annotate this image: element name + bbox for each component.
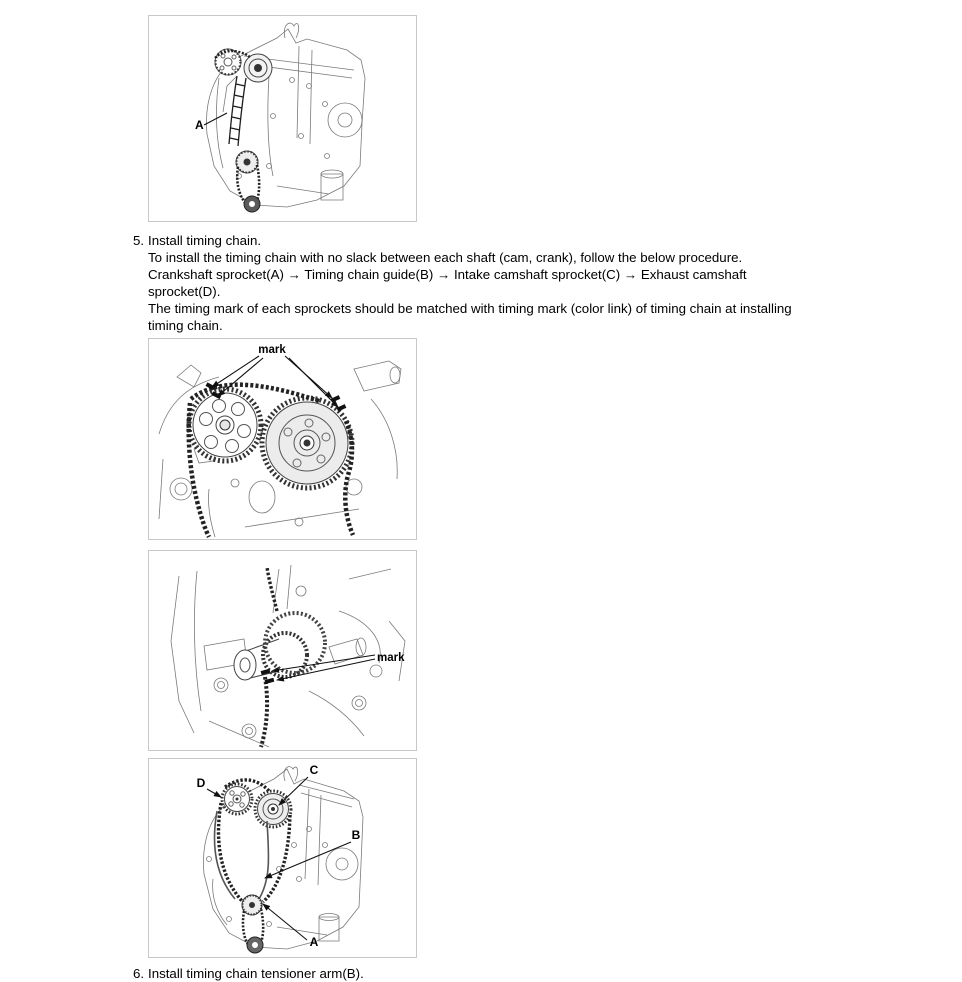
step-5-number: 5. — [133, 233, 145, 248]
step-6-number: 6. — [133, 966, 145, 981]
mark-arrow-2 — [218, 358, 263, 396]
figure-engine-chain-guide — [148, 15, 417, 222]
step-5-line-1: Install timing chain. — [148, 233, 262, 248]
crank-oil-pump-drive — [236, 151, 260, 212]
figure-cam-sprocket-marks — [148, 338, 417, 540]
label-a-text: A — [195, 118, 204, 132]
timing-chain-guide — [229, 76, 246, 146]
label-c-text: C — [309, 763, 319, 777]
label-a — [195, 113, 227, 132]
label-b-text: B — [351, 828, 361, 842]
label-b-leader — [265, 842, 351, 878]
label-mark-text: mark — [258, 344, 286, 356]
label-mark — [272, 652, 405, 680]
intake-cam-sprocket — [255, 791, 291, 827]
label-d-text: D — [196, 776, 206, 790]
cam-sprockets-marks-illustration — [149, 339, 416, 539]
label-c-leader — [279, 777, 308, 805]
left-cam-sprocket — [189, 389, 261, 461]
figure-chain-component-layout — [148, 758, 417, 958]
step-5-line-4: The timing mark of each sprockets should be matched with timing mark (color link) of timing chain at installing timing chain. — [148, 301, 792, 333]
step-5-line-3: Crankshaft sprocket(A) → Timing chain guide(B) → Intake camshaft sprocket(C) → Exhaust camshaft sprocket(D). — [148, 267, 747, 299]
mark-arrow-1 — [212, 356, 259, 387]
step-5-line-2: To install the timing chain with no slack between each shaft (cam, crank), follow the below procedure. — [148, 250, 743, 265]
crank-oil-pump-sprockets — [242, 895, 263, 953]
label-d-leader — [207, 789, 221, 797]
label-a-text: A — [309, 935, 319, 949]
engine-overview-illustration — [149, 16, 416, 221]
cam-sprockets — [215, 49, 272, 82]
step-6 — [133, 965, 962, 982]
manual-page — [0, 15, 962, 981]
step-6-line-1: Install timing chain tensioner arm(B). — [148, 966, 364, 981]
step-5 — [133, 232, 962, 334]
step-6-body — [148, 965, 820, 982]
figure-crank-sprocket-mark — [148, 550, 417, 751]
step-5-body — [148, 232, 820, 334]
chain-layout-illustration — [149, 759, 416, 957]
crank-sprocket-mark-illustration — [149, 551, 416, 750]
exhaust-cam-sprocket — [222, 784, 252, 814]
right-cam-actuator — [262, 398, 352, 488]
label-a-leader-line — [204, 113, 227, 125]
label-mark-text: mark — [377, 652, 405, 664]
chain-guides — [214, 811, 268, 899]
crank-sprocket — [234, 567, 325, 747]
label-a-leader — [263, 904, 307, 940]
